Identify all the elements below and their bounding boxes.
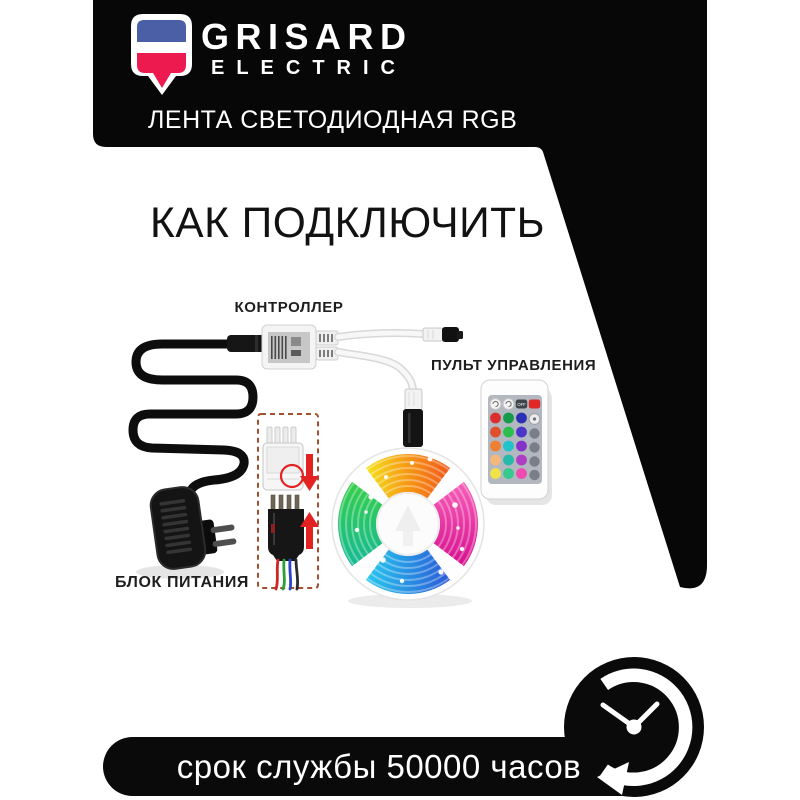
brightness-up-button [490, 399, 501, 410]
remote-color-button [490, 468, 501, 479]
on-button [529, 400, 540, 409]
brightness-down-button [503, 399, 514, 410]
shield-blue-band [137, 20, 186, 42]
brand-subtitle: ELECTRIC [211, 57, 407, 79]
remote-color-button [503, 468, 514, 479]
remote-color-button [490, 455, 501, 466]
strip-clip-connector [263, 427, 303, 490]
controller-label: КОНТРОЛЛЕР [234, 299, 344, 316]
mode-button [529, 456, 539, 466]
mode-button [529, 442, 539, 452]
ir-receiver-cable [338, 327, 463, 342]
remote-color-button [503, 413, 514, 424]
page-title: КАК ПОДКЛЮЧИТЬ [150, 200, 546, 247]
four-pin-plug [268, 495, 304, 589]
power-supply-label: БЛОК ПИТАНИЯ [114, 574, 250, 591]
connector-annotation [258, 414, 319, 589]
remote-color-button [516, 441, 527, 452]
remote-color-button [503, 427, 514, 438]
remote-color-button [503, 441, 514, 452]
remote-color-button [490, 427, 501, 438]
power-adapter [149, 481, 239, 571]
lifespan-text: срок службы 50000 часов [176, 748, 582, 785]
remote-color-button [503, 455, 514, 466]
remote-color-button [490, 441, 501, 452]
controller [227, 325, 338, 369]
led-strip-roll [332, 448, 484, 608]
dc-plug [442, 327, 459, 342]
remote-label: ПУЛЬТ УПРАВЛЕНИЯ [431, 357, 597, 374]
controller-label [268, 332, 310, 363]
mode-button [529, 428, 539, 438]
power-cable [133, 344, 253, 492]
brand-name: GRISARD [201, 16, 413, 57]
remote-color-button [516, 413, 527, 424]
product-line-banner: ЛЕНТА СВЕТОДИОДНАЯ RGB [148, 106, 518, 134]
remote-color-button [516, 455, 527, 466]
strip-connect-cable [338, 352, 423, 447]
remote-color-button [516, 468, 527, 479]
strip-plug [403, 409, 423, 447]
dc-barrel-connector [227, 335, 265, 352]
remote-color-button [516, 427, 527, 438]
off-button-label: OFF [517, 402, 526, 408]
remote-color-button [490, 413, 501, 424]
remote-control [481, 380, 552, 505]
mode-button [529, 470, 539, 480]
